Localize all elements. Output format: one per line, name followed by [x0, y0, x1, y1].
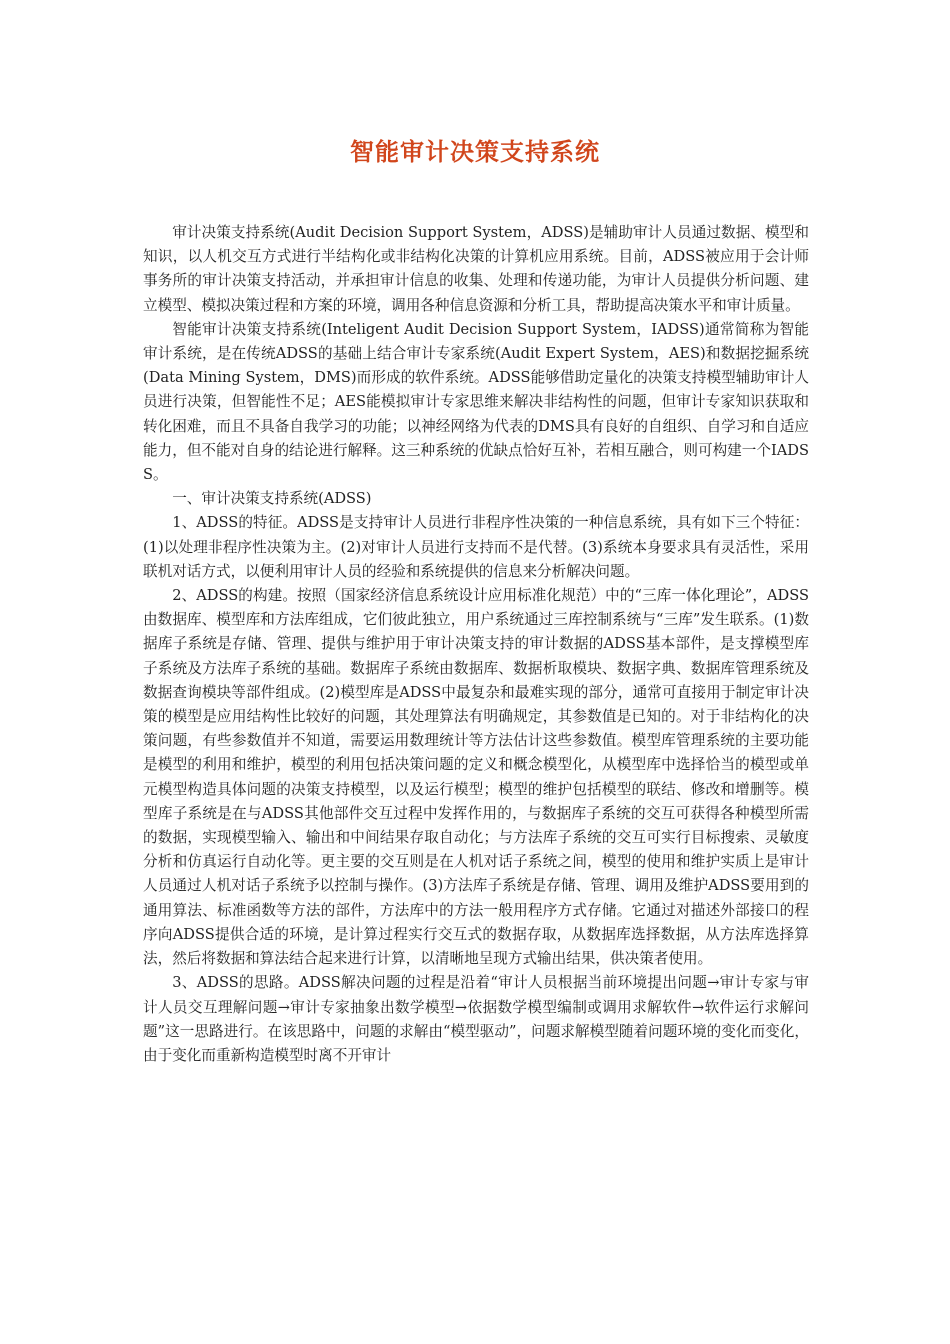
document-title: 智能审计决策支持系统: [350, 137, 600, 166]
paragraph-adss-approach: 3、ADSS的思路。ADSS解决问题的过程是沿着“审计人员根据当前环境提出问题→审计专家与审计人员交互理解问题→审计专家抽象出数学模型→依据数学模型编制或调用求解软件→软件运行求解问题”这一思路进行。在该思路中，问题的求解由“模型驱动”，问题求解模型随着问题环境的变化而变化，由于变化而重新构造模型时离不开审计: [143, 974, 809, 1064]
section-heading-adss: 一、审计决策支持系统(ADSS): [172, 490, 372, 508]
paragraph-adss-features: 1、ADSS的特征。ADSS是支持审计人员进行非程序性决策的一种信息系统，具有如下三个特征：(1)以处理非程序性决策为主。(2)对审计人员进行支持而不是代替。(3)系统本身要求具有灵活性，采用联机对话方式，以便利用审计人员的经验和系统提供的信息来分析解决问题。: [143, 514, 809, 580]
paragraph-iadss-definition: 智能审计决策支持系统(Inteligent Audit Decision Support System，IADSS)通常简称为智能审计系统，是在传统ADSS的基础上结合审计专家系统(Audit Expert System，AES)和数据挖掘系统(Data Mining System，DMS)而形成的软件系统。ADSS能够借助定量化的决策支持模型辅助审计人员进行决策，但智能性不足；AES能模拟审计专家思维来解决非结构性的问题，但审计专家知识获取和转化困难，而且不具备自我学习的功能；以神经网络为代表的DMS具有良好的自组织、自学习和自适应能力，但不能对自身的结论进行解释。这三种系统的优缺点恰好互补，若相互融合，则可构建一个IADSS。: [143, 320, 809, 484]
paragraph-adss-definition: 审计决策支持系统(Audit Decision Support System，ADSS)是辅助审计人员通过数据、模型和知识，以人机交互方式进行半结构化或非结构化决策的计算机应用系统。目前，ADSS被应用于会计师事务所的审计决策支持活动，并承担审计信息的收集、处理和传递功能，为审计人员提供分析问题、建立模型、模拟决策过程和方案的环境，调用各种信息资源和分析工具，帮助提高决策水平和审计质量。: [143, 224, 809, 314]
paragraph-adss-construction: 2、ADSS的构建。按照（国家经济信息系统设计应用标准化规范）中的“三库一体化理论”，ADSS由数据库、模型库和方法库组成，它们彼此独立，用户系统通过三库控制系统与“三库”发生联系。(1)数据库子系统是存储、管理、提供与维护用于审计决策支持的审计数据的ADSS基本部件，是支撑模型库子系统及方法库子系统的基础。数据库子系统由数据库、数据析取模块、数据字典、数据库管理系统及数据查询模块等部件组成。(2)模型库是ADSS中最复杂和最难实现的部分，通常可直接用于制定审计决策的模型是应用结构性比较好的问题，其处理算法有明确规定，其参数值是已知的。对于非结构化的决策问题，有些参数值并不知道，需要运用数理统计等方法估计这些参数值。模型库管理系统的主要功能是模型的利用和维护，模型的利用包括决策问题的定义和概念模型化，从模型库中选择恰当的模型或单元模型构造具体问题的决策支持模型，以及运行模型；模型的维护包括模型的联结、修改和增删等。模型库子系统是在与ADSS其他部件交互过程中发挥作用的，与数据库子系统的交互可获得各种模型所需的数据，实现模型输入、输出和中间结果存取自动化；与方法库子系统的交互可实行目标搜索、灵敏度分析和仿真运行自动化等。更主要的交互则是在人机对话子系统之间，模型的使用和维护实质上是审计人员通过人机对话子系统予以控制与操作。(3)方法库子系统是存储、管理、调用及维护ADSS要用到的通用算法、标准函数等方法的部件，方法库中的方法一般用程序方式存储。它通过对描述外部接口的程序向ADSS提供合适的环境，是计算过程实行交互式的数据存取，从数据库选择数据，从方法库选择算法，然后将数据和算法结合起来进行计算，以清晰地呈现方式输出结果，供决策者使用。: [143, 587, 809, 968]
document-body: [143, 221, 809, 1068]
